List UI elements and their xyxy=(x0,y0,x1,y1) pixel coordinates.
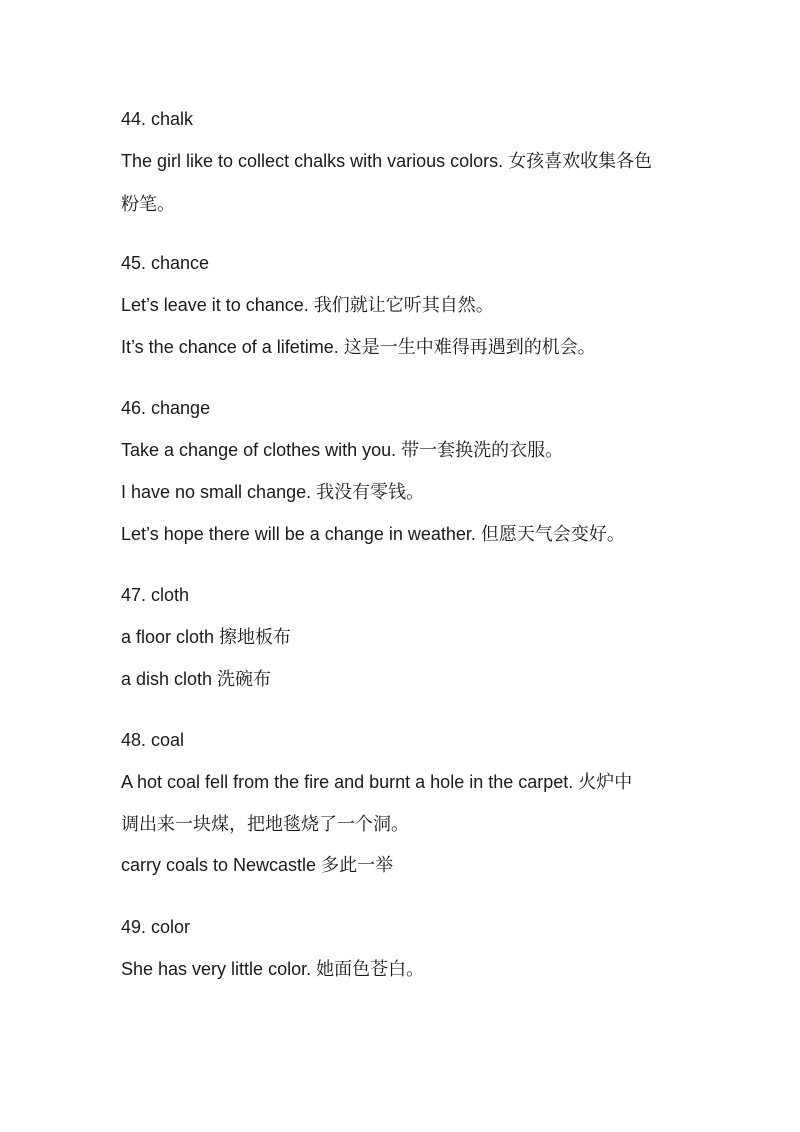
entry-heading: 48. coal xyxy=(121,730,185,750)
entry-heading: 44. chalk xyxy=(121,109,194,129)
example-sentence: Take a change of clothes with you. 带一套换洗的衣服。 xyxy=(121,440,564,460)
example-phrase: a dish cloth 洗碗布 xyxy=(121,669,272,689)
example-sentence: I have no small change. 我没有零钱。 xyxy=(121,482,425,502)
example-sentence: It’s the chance of a lifetime. 这是一生中难得再遇到的机会。 xyxy=(121,337,596,357)
example-sentence: Let’s hope there will be a change in weather. 但愿天气会变好。 xyxy=(121,524,625,544)
example-phrase: a floor cloth 擦地板布 xyxy=(121,627,292,647)
entry-heading: 45. chance xyxy=(121,253,210,273)
example-sentence: Let’s leave it to chance. 我们就让它听其自然。 xyxy=(121,295,494,315)
entry-heading: 49. color xyxy=(121,917,191,937)
example-sentence: The girl like to collect chalks with various colors. 女孩喜欢收集各色 xyxy=(121,151,653,171)
entry-heading: 47. cloth xyxy=(121,585,190,605)
entry-heading: 46. change xyxy=(121,398,211,418)
example-sentence: A hot coal fell from the fire and burnt a hole in the carpet. 火炉中 xyxy=(121,772,633,792)
example-sentence: She has very little color. 她面色苍白。 xyxy=(121,959,425,979)
example-sentence-continuation: 调出来一块煤，把地毯烧了一个洞。 xyxy=(121,814,409,835)
example-phrase: carry coals to Newcastle 多此一举 xyxy=(121,855,394,875)
example-sentence-continuation: 粉笔。 xyxy=(121,194,175,215)
